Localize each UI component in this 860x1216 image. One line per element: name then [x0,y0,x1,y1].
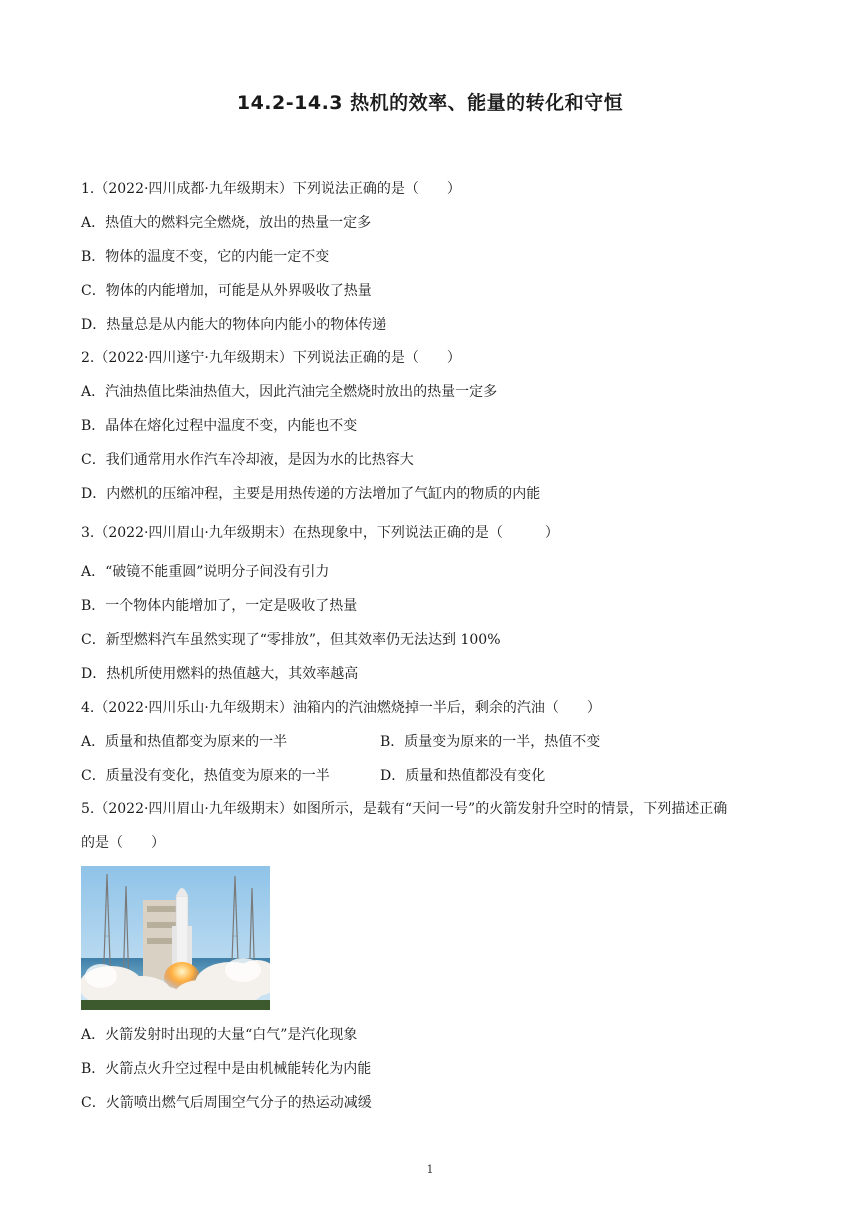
q1-option-d: D．热量总是从内能大的物体向内能小的物体传递 [81,317,387,333]
q3-option-c: C．新型燃料汽车虽然实现了“零排放”，但其效率仍无法达到 100% [81,632,501,648]
rocket-launch-photo [81,866,270,1010]
q4-stem: 4.（2022·四川乐山·九年级期末）油箱内的汽油燃烧掉一半后，剩余的汽油（ ） [81,700,601,716]
q1-option-a: A．热值大的燃料完全燃烧，放出的热量一定多 [81,215,372,231]
q4-option-b: B．质量变为原来的一半，热值不变 [380,734,601,750]
q4-option-a: A．质量和热值都变为原来的一半 [81,734,288,750]
q4-option-d: D．质量和热值都没有变化 [380,768,546,784]
page-number: 1 [426,1163,434,1176]
q5-option-b: B．火箭点火升空过程中是由机械能转化为内能 [81,1061,372,1077]
document-title: 14.2-14.3 热机的效率、能量的转化和守恒 [236,92,624,114]
q1-option-b: B．物体的温度不变，它的内能一定不变 [81,249,330,265]
q3-option-d: D．热机所使用燃料的热值越大，其效率越高 [81,666,359,682]
q3-stem: 3.（2022·四川眉山·九年级期末）在热现象中，下列说法正确的是（ ） [81,525,559,541]
q5-stem-line1: 5.（2022·四川眉山·九年级期末）如图所示，是载有“天问一号”的火箭发射升空时的情景，下列描述正确 [81,801,728,817]
q3-option-a: A．“破镜不能重圆”说明分子间没有引力 [81,564,330,580]
q2-option-b: B．晶体在熔化过程中温度不变，内能也不变 [81,418,358,434]
q2-option-a: A．汽油热值比柴油热值大，因此汽油完全燃烧时放出的热量一定多 [81,384,498,400]
q2-option-d: D．内燃机的压缩冲程，主要是用热传递的方法增加了气缸内的物质的内能 [81,486,541,502]
q3-option-b: B．一个物体内能增加了，一定是吸收了热量 [81,598,358,614]
q2-stem: 2.（2022·四川遂宁·九年级期末）下列说法正确的是（ ） [81,350,461,366]
q4-option-c: C．质量没有变化，热值变为原来的一半 [81,768,330,784]
q2-option-c: C．我们通常用水作汽车冷却液，是因为水的比热容大 [81,452,414,468]
q5-option-a: A．火箭发射时出现的大量“白气”是汽化现象 [81,1027,358,1043]
q5-stem-line2: 的是（ ） [81,835,165,851]
q1-stem: 1.（2022·四川成都·九年级期末）下列说法正确的是（ ） [81,181,461,197]
q5-option-c: C．火箭喷出燃气后周围空气分子的热运动减缓 [81,1095,372,1111]
q1-option-c: C．物体的内能增加，可能是从外界吸收了热量 [81,283,372,299]
